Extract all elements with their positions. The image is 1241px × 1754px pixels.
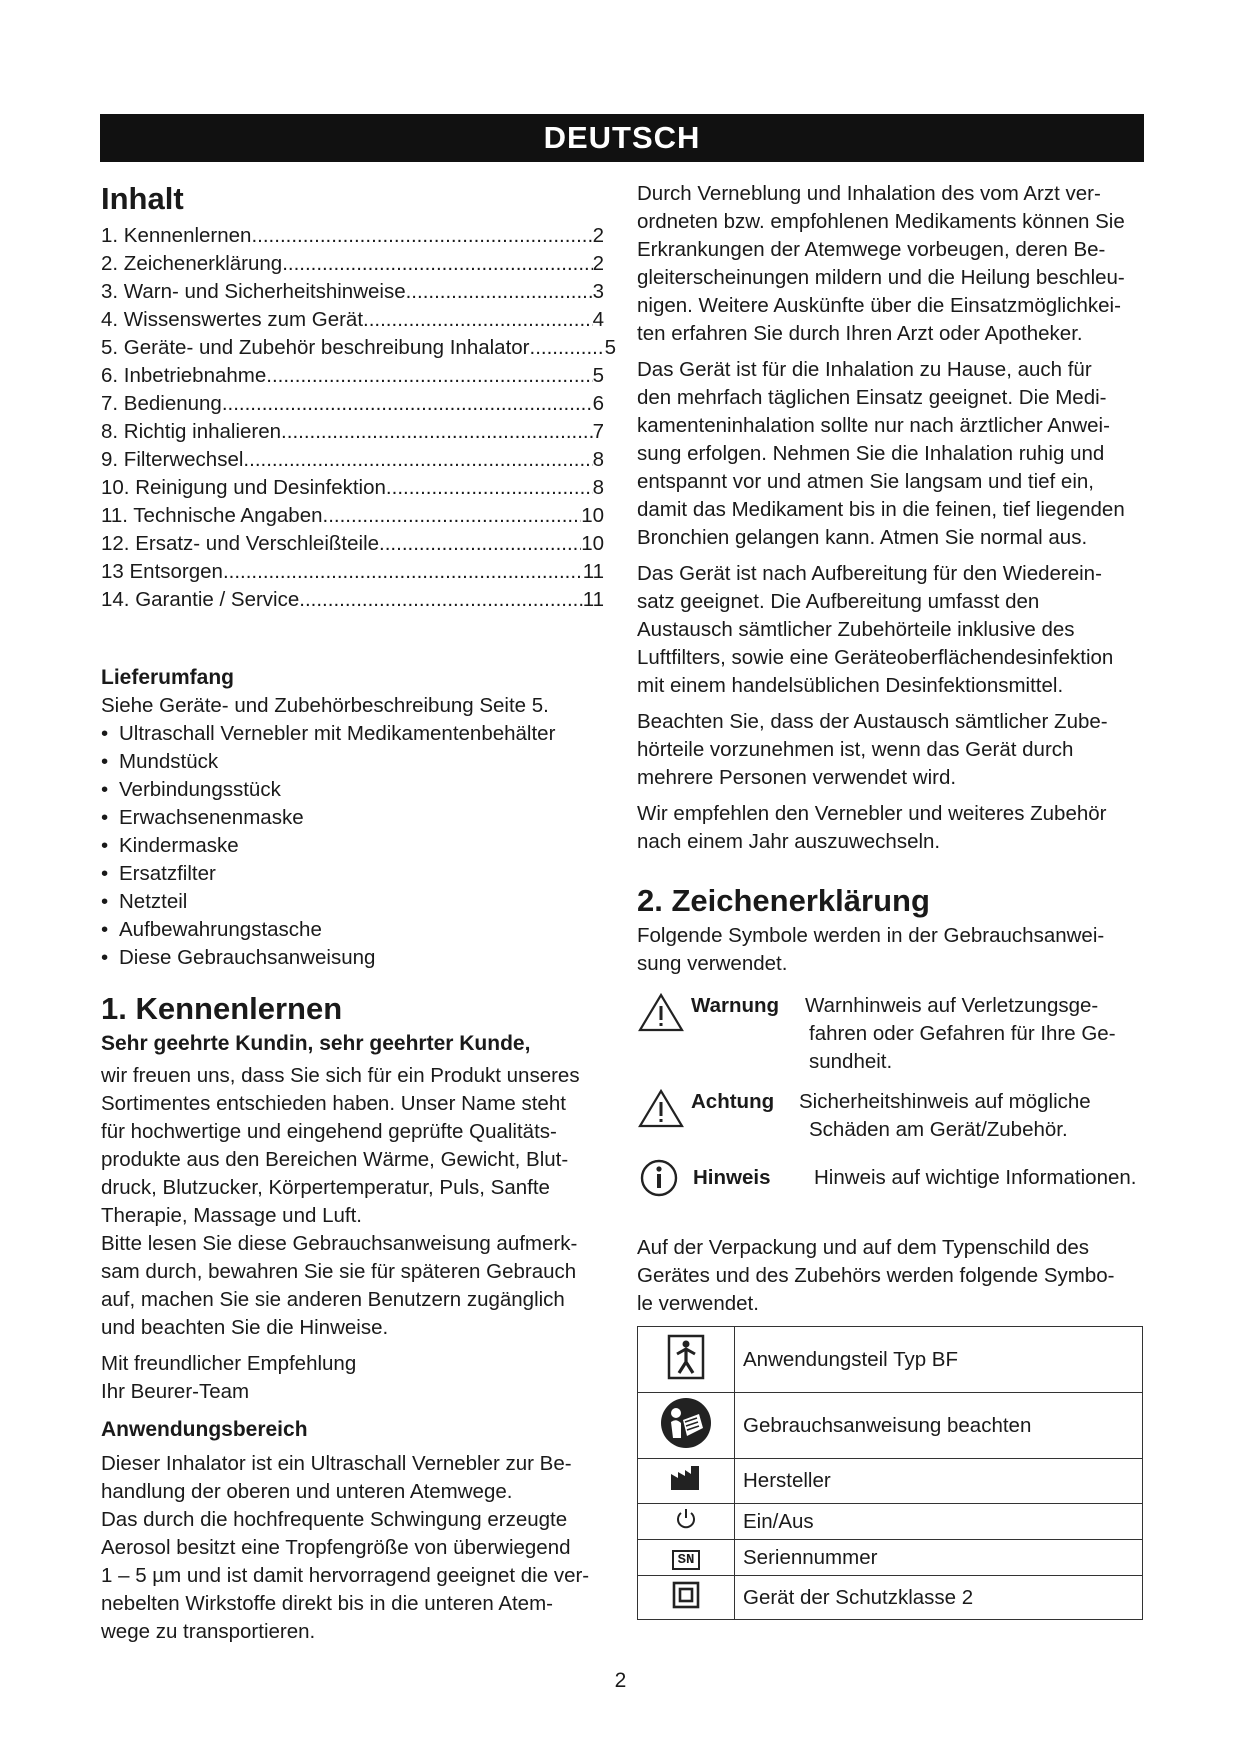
toc-item[interactable]: 9. Filterwechsel ..... 8: [101, 446, 604, 474]
table-row: [638, 1576, 1143, 1620]
note-label: Hinweis: [693, 1166, 771, 1189]
right-column: [637, 180, 1145, 1620]
paragraph-5: Wir empfehlen den Vernebler und weiteres Zubehör nach einem Jahr auszuwechseln.: [637, 802, 1107, 853]
warning-triangle-icon: [637, 992, 685, 1032]
section-1-heading: 1. Kennenlernen: [101, 991, 343, 1026]
table-row: [638, 1459, 1143, 1504]
warning-row: [637, 992, 1145, 1076]
caution-triangle-icon: [637, 1088, 685, 1128]
table-cell: Hersteller: [735, 1459, 1143, 1504]
symbols-intro: Folgende Symbole werden in der Gebrauchsanwei- sung verwendet.: [637, 924, 1105, 975]
table-cell: Seriennummer: [735, 1540, 1143, 1576]
manufacturer-icon: [669, 1464, 703, 1492]
table-row: [638, 1327, 1143, 1393]
caution-row: [637, 1088, 1145, 1144]
toc-item[interactable]: 13 Entsorgen ..... 11: [101, 558, 604, 586]
table-row: [638, 1393, 1143, 1459]
table-row: [638, 1540, 1143, 1576]
closing: Mit freundlicher Empfehlung Ihr Beurer-Team: [101, 1352, 357, 1403]
warning-label: Warnung: [691, 994, 780, 1017]
intro-paragraph: wir freuen uns, dass Sie sich für ein Produkt unseres Sortimentes entschieden haben. Unser Name steht für hochwertige und eingehend geprüfte Qualitäts- produkte aus den Bereichen Wärme, Gewicht, Blut- druck, Blutzucker, Körpertemperatur, Puls, Sanfte Therapie, Massage und Luft. Bitte lesen Sie diese Gebrauchsanweisung aufmerk- sam durch, bewahren Sie sie für späteren Gebrauch auf, machen Sie sie anderen Benutzern zugänglich und beachten Sie die Hinweise.: [101, 1064, 580, 1339]
list-item: • Ersatzfilter: [101, 860, 611, 888]
list-item: • Verbindungsstück: [101, 776, 611, 804]
table-of-contents: [101, 222, 616, 614]
toc-item[interactable]: 1. Kennenlernen ..... 2: [101, 222, 604, 250]
list-item: • Aufbewahrungstasche: [101, 916, 611, 944]
list-item: • Diese Gebrauchsanweisung: [101, 944, 611, 972]
caution-description: Sicherheitshinweis auf mögliche Schäden am Gerät/Zubehör.: [799, 1090, 1091, 1141]
usage-paragraph: Dieser Inhalator ist ein Ultraschall Vernebler zur Be- handlung der oberen und unteren Atemwege. Das durch die hochfrequente Schwingung erzeugte Aerosol besitzt eine Tropfengröße von überwiegend 1 – 5 µm und ist damit hervorragend geeignet die ver- nebelten Wirkstoffe direkt bis in die unteren Atem- wege zu transportieren.: [101, 1452, 590, 1643]
note-description: Hinweis auf wichtige Informationen.: [814, 1166, 1137, 1189]
delivery-intro: Siehe Geräte- und Zubehörbeschreibung Seite 5.: [101, 694, 549, 717]
left-column: [101, 178, 616, 1646]
serial-number-icon: SN: [672, 1550, 701, 1570]
list-item: • Mundstück: [101, 748, 611, 776]
toc-item[interactable]: 12. Ersatz- und Verschleißteile ..... 10: [101, 530, 604, 558]
toc-item[interactable]: 6. Inbetriebnahme ..... 5: [101, 362, 604, 390]
page-number: 2: [614, 1669, 627, 1692]
delivery-heading: Lieferumfang: [101, 666, 235, 689]
toc-item[interactable]: 5. Geräte- und Zubehör beschreibung Inhalator ..... 5: [101, 334, 616, 362]
toc-item[interactable]: 14. Garantie / Service ..... 11: [101, 586, 604, 614]
info-icon: [637, 1158, 685, 1198]
toc-item[interactable]: 10. Reinigung und Desinfektion ..... 8: [101, 474, 604, 502]
table-row: [638, 1504, 1143, 1540]
label-symbol-table: [637, 1326, 1143, 1620]
toc-item[interactable]: 3. Warn- und Sicherheitshinweise ..... 3: [101, 278, 604, 306]
contents-heading: Inhalt: [101, 181, 184, 216]
table-cell: Ein/Aus: [735, 1504, 1143, 1540]
list-item: • Kindermaske: [101, 832, 611, 860]
list-item: • Erwachsenenmaske: [101, 804, 611, 832]
language-banner: DEUTSCH: [100, 114, 1144, 162]
list-item: • Netzteil: [101, 888, 611, 916]
paragraph-4: Beachten Sie, dass der Austausch sämtlicher Zube- hörteile vorzunehmen ist, wenn das Gerät durch mehrere Personen verwendet wird.: [637, 710, 1108, 789]
paragraph-3: Das Gerät ist nach Aufbereitung für den Wiederein- satz geeignet. Die Aufbereitung umfasst den Austausch sämtlicher Zubehörteile inklusive des Luftfilters, sowie eine Geräteoberflächendesinfektion mit einem handelsüblichen Desinfektionsmittel.: [637, 562, 1114, 697]
section-2-heading: 2. Zeichenerklärung: [637, 883, 930, 918]
toc-item[interactable]: 8. Richtig inhalieren ..... 7: [101, 418, 604, 446]
paragraph-1: Durch Verneblung und Inhalation des vom Arzt ver- ordneten bzw. empfohlenen Medikaments können Sie Erkrankungen der Atemwege vorbeugen, deren Be- gleiterscheinungen mildern und die Heilung beschleu- nigen. Weitere Auskünfte über die Einsatzmöglichkei- ten erfahren Sie durch Ihren Arzt oder Apotheker.: [637, 182, 1125, 345]
delivery-list: [101, 720, 611, 972]
salutation: Sehr geehrte Kundin, sehr geehrter Kunde,: [101, 1032, 531, 1055]
warning-description: Warnhinweis auf Verletzungsge- fahren oder Gefahren für Ihre Ge- sundheit.: [805, 994, 1116, 1073]
read-manual-icon: [659, 1396, 713, 1450]
paragraph-2: Das Gerät ist für die Inhalation zu Hause, auch für den mehrfach täglichen Einsatz geeignet. Die Medi- kamenteninhalation sollte nur nach ärztlicher Anwei- sung erfolgen. Nehmen Sie die Inhalation ruhig und entspannt vor und atmen Sie langsam und tief ein, damit das Medikament bis in die feinen, tief liegenden Bronchien gelangen kann. Atmen Sie normal aus.: [637, 358, 1125, 549]
list-item: • Ultraschall Vernebler mit Medikamentenbehälter: [101, 720, 611, 748]
packaging-intro: Auf der Verpackung und auf dem Typenschild des Gerätes und des Zubehörs werden folgende Symbo- le verwendet.: [637, 1236, 1115, 1315]
power-icon: [674, 1507, 698, 1531]
toc-item[interactable]: 4. Wissenswertes zum Gerät ..... 4: [101, 306, 604, 334]
toc-item[interactable]: 11. Technische Angaben ..... 10: [101, 502, 604, 530]
caution-label: Achtung: [691, 1090, 775, 1113]
protection-class-2-icon: [672, 1581, 700, 1609]
toc-item[interactable]: 2. Zeichenerklärung ..... 2: [101, 250, 604, 278]
table-cell: Gerät der Schutzklasse 2: [735, 1576, 1143, 1620]
table-cell: Gebrauchsanweisung beachten: [735, 1393, 1143, 1459]
note-row: [637, 1158, 1145, 1198]
table-cell: Anwendungsteil Typ BF: [735, 1327, 1143, 1393]
usage-heading: Anwendungsbereich: [101, 1418, 308, 1441]
type-bf-icon: [666, 1334, 706, 1380]
toc-item[interactable]: 7. Bedienung ..... 6: [101, 390, 604, 418]
